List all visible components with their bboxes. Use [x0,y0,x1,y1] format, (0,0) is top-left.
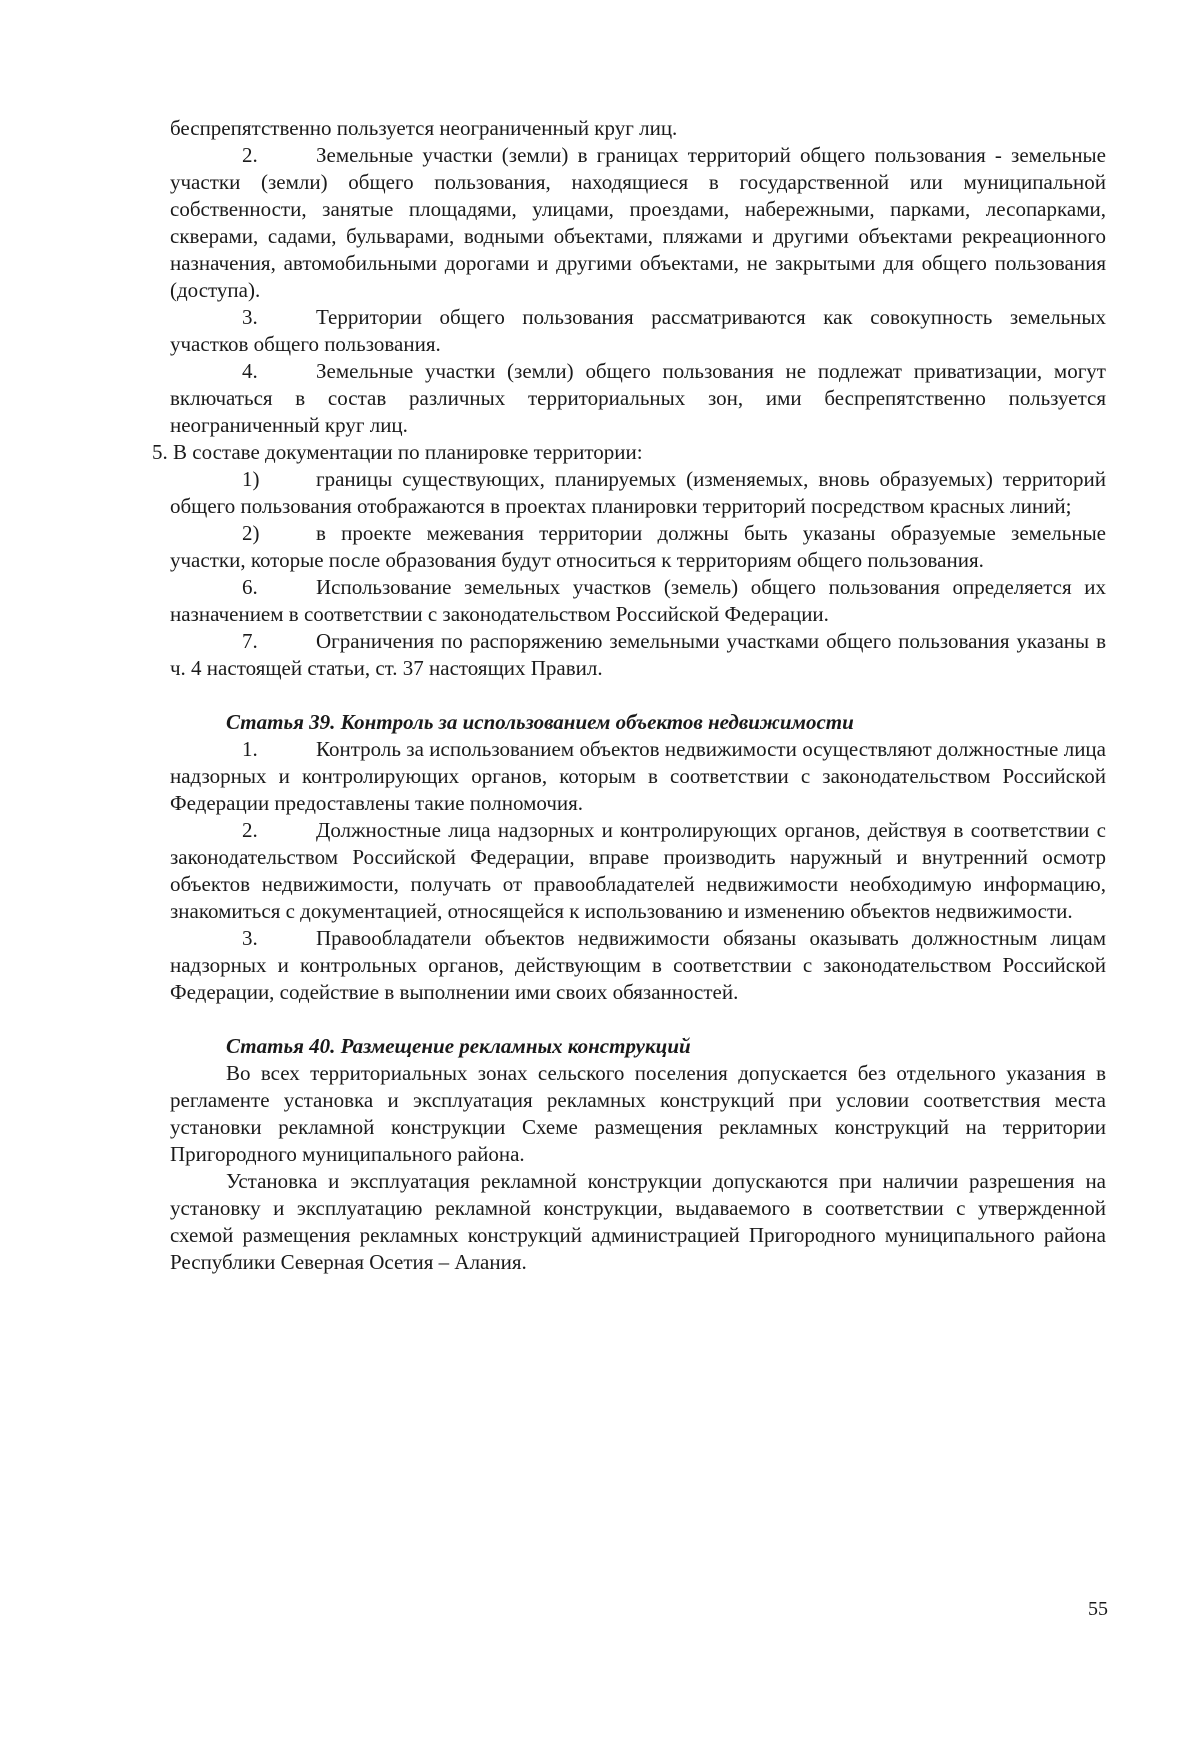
article-39-heading: Статья 39. Контроль за использованием объектов недвижимости [226,710,854,734]
section-gap [170,682,1106,709]
list-item: 2. Должностные лица надзорных и контролирующих органов, действуя в соответствии с законодательством Российской Федерации, вправе производить наружный и внутренний осмотр объектов недвижимости, получать от правообладателей недвижимости необходимую информацию, знакомиться с документацией, относящейся к использованию и изменению объектов недвижимости. [170,818,1106,923]
page-number: 55 [1088,1598,1108,1620]
list-item: 6. Использование земельных участков (земель) общего пользования определяется их назначением в соответствии с законодательством Российской Федерации. [170,575,1106,626]
list-item: 4. Земельные участки (земли) общего пользования не подлежат приватизации, могут включаться в состав различных территориальных зон, ими беспрепятственно пользуется неограниченный круг лиц. [170,359,1106,437]
list-item: 3. Территории общего пользования рассматриваются как совокупность земельных участков общего пользования. [170,305,1106,356]
intro-line: беспрепятственно пользуется неограниченный круг лиц. [170,116,678,140]
list-item-5-label: 5. В составе документации по планировке территории: [152,440,643,464]
list-item: 7. Ограничения по распоряжению земельными участками общего пользования указаны в ч. 4 настоящей статьи, ст. 37 настоящих Правил. [170,629,1106,680]
sub-list-item: 1) границы существующих, планируемых (изменяемых, вновь образуемых) территорий общего пользования отображаются в проектах планировки территорий посредством красных линий; [170,467,1106,518]
article-40-heading: Статья 40. Размещение рекламных конструкций [226,1034,691,1058]
sub-list-item: 2) в проекте межевания территории должны быть указаны образуемые земельные участки, которые после образования будут относиться к территориям общего пользования. [170,521,1106,572]
paragraph: Во всех территориальных зонах сельского поселения допускается без отдельного указания в регламенте установка и эксплуатация рекламных конструкций при условии соответствия места установки рекламной конструкции Схеме размещения рекламных конструкций на территории Пригородного муниципального района. [170,1061,1106,1166]
section-gap [170,1006,1106,1033]
page-content [152,115,1106,1276]
list-item: 3. Правообладатели объектов недвижимости обязаны оказывать должностным лицам надзорных и контрольных органов, действующим в соответствии с законодательством Российской Федерации, содействие в выполнении ими своих обязанностей. [170,926,1106,1004]
list-item: 2. Земельные участки (земли) в границах территорий общего пользования - земельные участки (земли) общего пользования, находящиеся в государственной или муниципальной собственности, занятые площадями, улицами, проездами, набережными, парками, лесопарками, скверами, садами, бульварами, водными объектами, пляжами и другими объектами рекреационного назначения, автомобильными дорогами и другими объектами, не закрытыми для общего пользования (доступа). [170,143,1106,302]
list-item: 1. Контроль за использованием объектов недвижимости осуществляют должностные лица надзорных и контролирующих органов, которым в соответствии с законодательством Российской Федерации предоставлены такие полномочия. [170,737,1106,815]
paragraph: Установка и эксплуатация рекламной конструкции допускаются при наличии разрешения на установку и эксплуатацию рекламной конструкции, выдаваемого в соответствии с утвержденной схемой размещения рекламных конструкций администрацией Пригородного муниципального района Республики Северная Осетия – Алания. [170,1169,1106,1274]
